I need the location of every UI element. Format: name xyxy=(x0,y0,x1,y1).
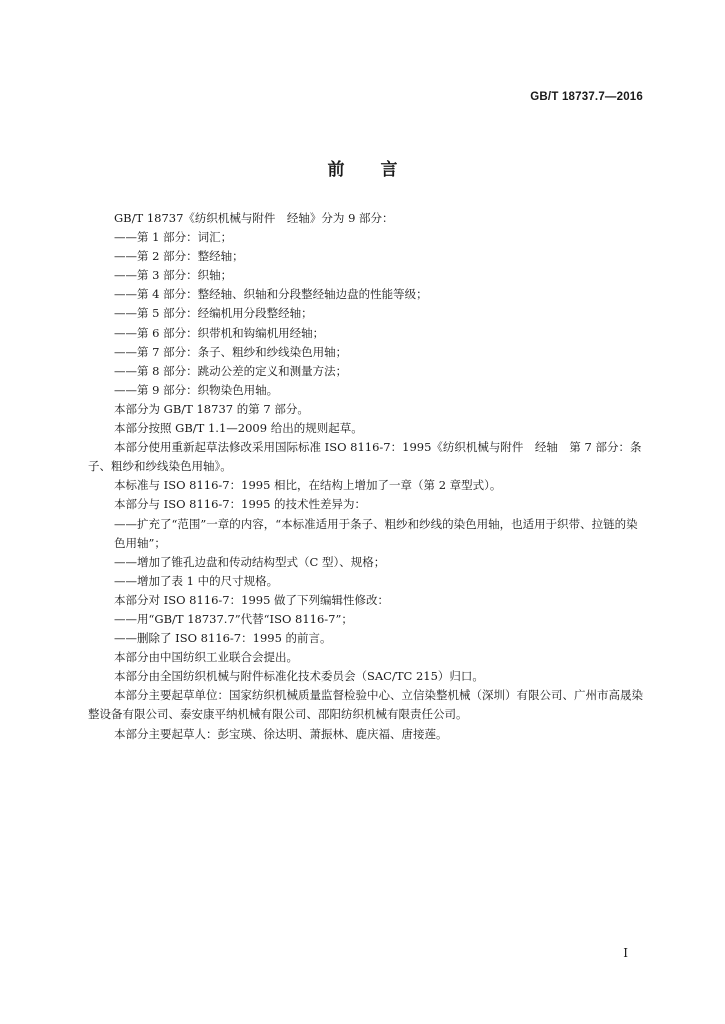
paragraph-structure-diff: 本标准与 ISO 8116-7：1995 相比，在结构上增加了一章（第 2 章型式）。 xyxy=(114,478,502,493)
list-item-part-4: ——第 4 部分：整经轴、织轴和分段整经轴边盘的性能等级； xyxy=(114,287,428,302)
list-item-part-3: ——第 3 部分：织轴； xyxy=(114,268,233,283)
list-item-part-6: ——第 6 部分：织带机和钩编机用经轴； xyxy=(114,325,325,340)
list-item-part-9: ——第 9 部分：织物染色用轴。 xyxy=(114,382,279,397)
list-item-tech-diff-3: ——增加了表 1 中的尺寸规格。 xyxy=(114,573,279,588)
paragraph-part-statement: 本部分为 GB/T 18737 的第 7 部分。 xyxy=(114,401,309,416)
title-char-1: 前 xyxy=(327,160,345,180)
page-number: I xyxy=(623,946,628,960)
paragraph-editorial-changes: 本部分对 ISO 8116-7：1995 做了下列编辑性修改： xyxy=(114,592,390,607)
standard-number: GB/T 18737.7—2016 xyxy=(530,91,643,103)
paragraph-technical-diff: 本部分与 ISO 8116-7：1995 的技术性差异为： xyxy=(114,497,367,512)
list-item-part-5: ——第 5 部分：经编机用分段整经轴； xyxy=(114,306,313,321)
list-item-tech-diff-2: ——增加了锥孔边盘和传动结构型式（C 型）、规格； xyxy=(114,554,386,569)
list-item-editorial-1: ——用“GB/T 18737.7”代替“ISO 8116-7”； xyxy=(114,611,353,626)
list-item-part-2: ——第 2 部分：整经轴； xyxy=(114,249,244,264)
foreword-body xyxy=(88,209,648,744)
paragraph-intro: GB/T 18737《纺织机械与附件 经轴》分为 9 部分： xyxy=(114,211,394,225)
paragraph-drafting-rules: 本部分按照 GB/T 1.1—2009 给出的规则起草。 xyxy=(114,421,363,436)
list-item-editorial-2: ——删除了 ISO 8116-7：1995 的前言。 xyxy=(114,631,332,646)
paragraph-adoption: 本部分使用重新起草法修改采用国际标准 ISO 8116-7：1995《纺织机械与附件 经轴 第 7 部分：条子、粗纱和纱线染色用轴》。 xyxy=(88,440,642,474)
list-item-part-7: ——第 7 部分：条子、粗纱和纱线染色用轴； xyxy=(114,344,348,359)
page-title xyxy=(0,155,725,180)
paragraph-drafters: 本部分主要起草人：彭宝瑛、徐达明、萧振林、鹿庆福、唐接莲。 xyxy=(114,726,448,741)
list-item-tech-diff-1: ——扩充了“范围”一章的内容，“本标准适用于条子、粗纱和纱线的染色用轴，也适用于织带、拉链的染色用轴”； xyxy=(114,516,638,550)
list-item-part-8: ——第 8 部分：跳动公差的定义和测量方法； xyxy=(114,363,348,378)
paragraph-drafting-units: 本部分主要起草单位：国家纺织机械质量监督检验中心、立信染整机械（深圳）有限公司、广州市高晟染整设备有限公司、泰安康平纳机械有限公司、邵阳纺织机械有限责任公司。 xyxy=(88,688,643,722)
title-char-2: 言 xyxy=(380,160,398,180)
paragraph-proposed-by: 本部分由中国纺织工业联合会提出。 xyxy=(114,650,298,665)
paragraph-managed-by: 本部分由全国纺织机械与附件标准化技术委员会（SAC/TC 215）归口。 xyxy=(114,669,484,684)
list-item-part-1: ——第 1 部分：词汇； xyxy=(114,230,233,245)
